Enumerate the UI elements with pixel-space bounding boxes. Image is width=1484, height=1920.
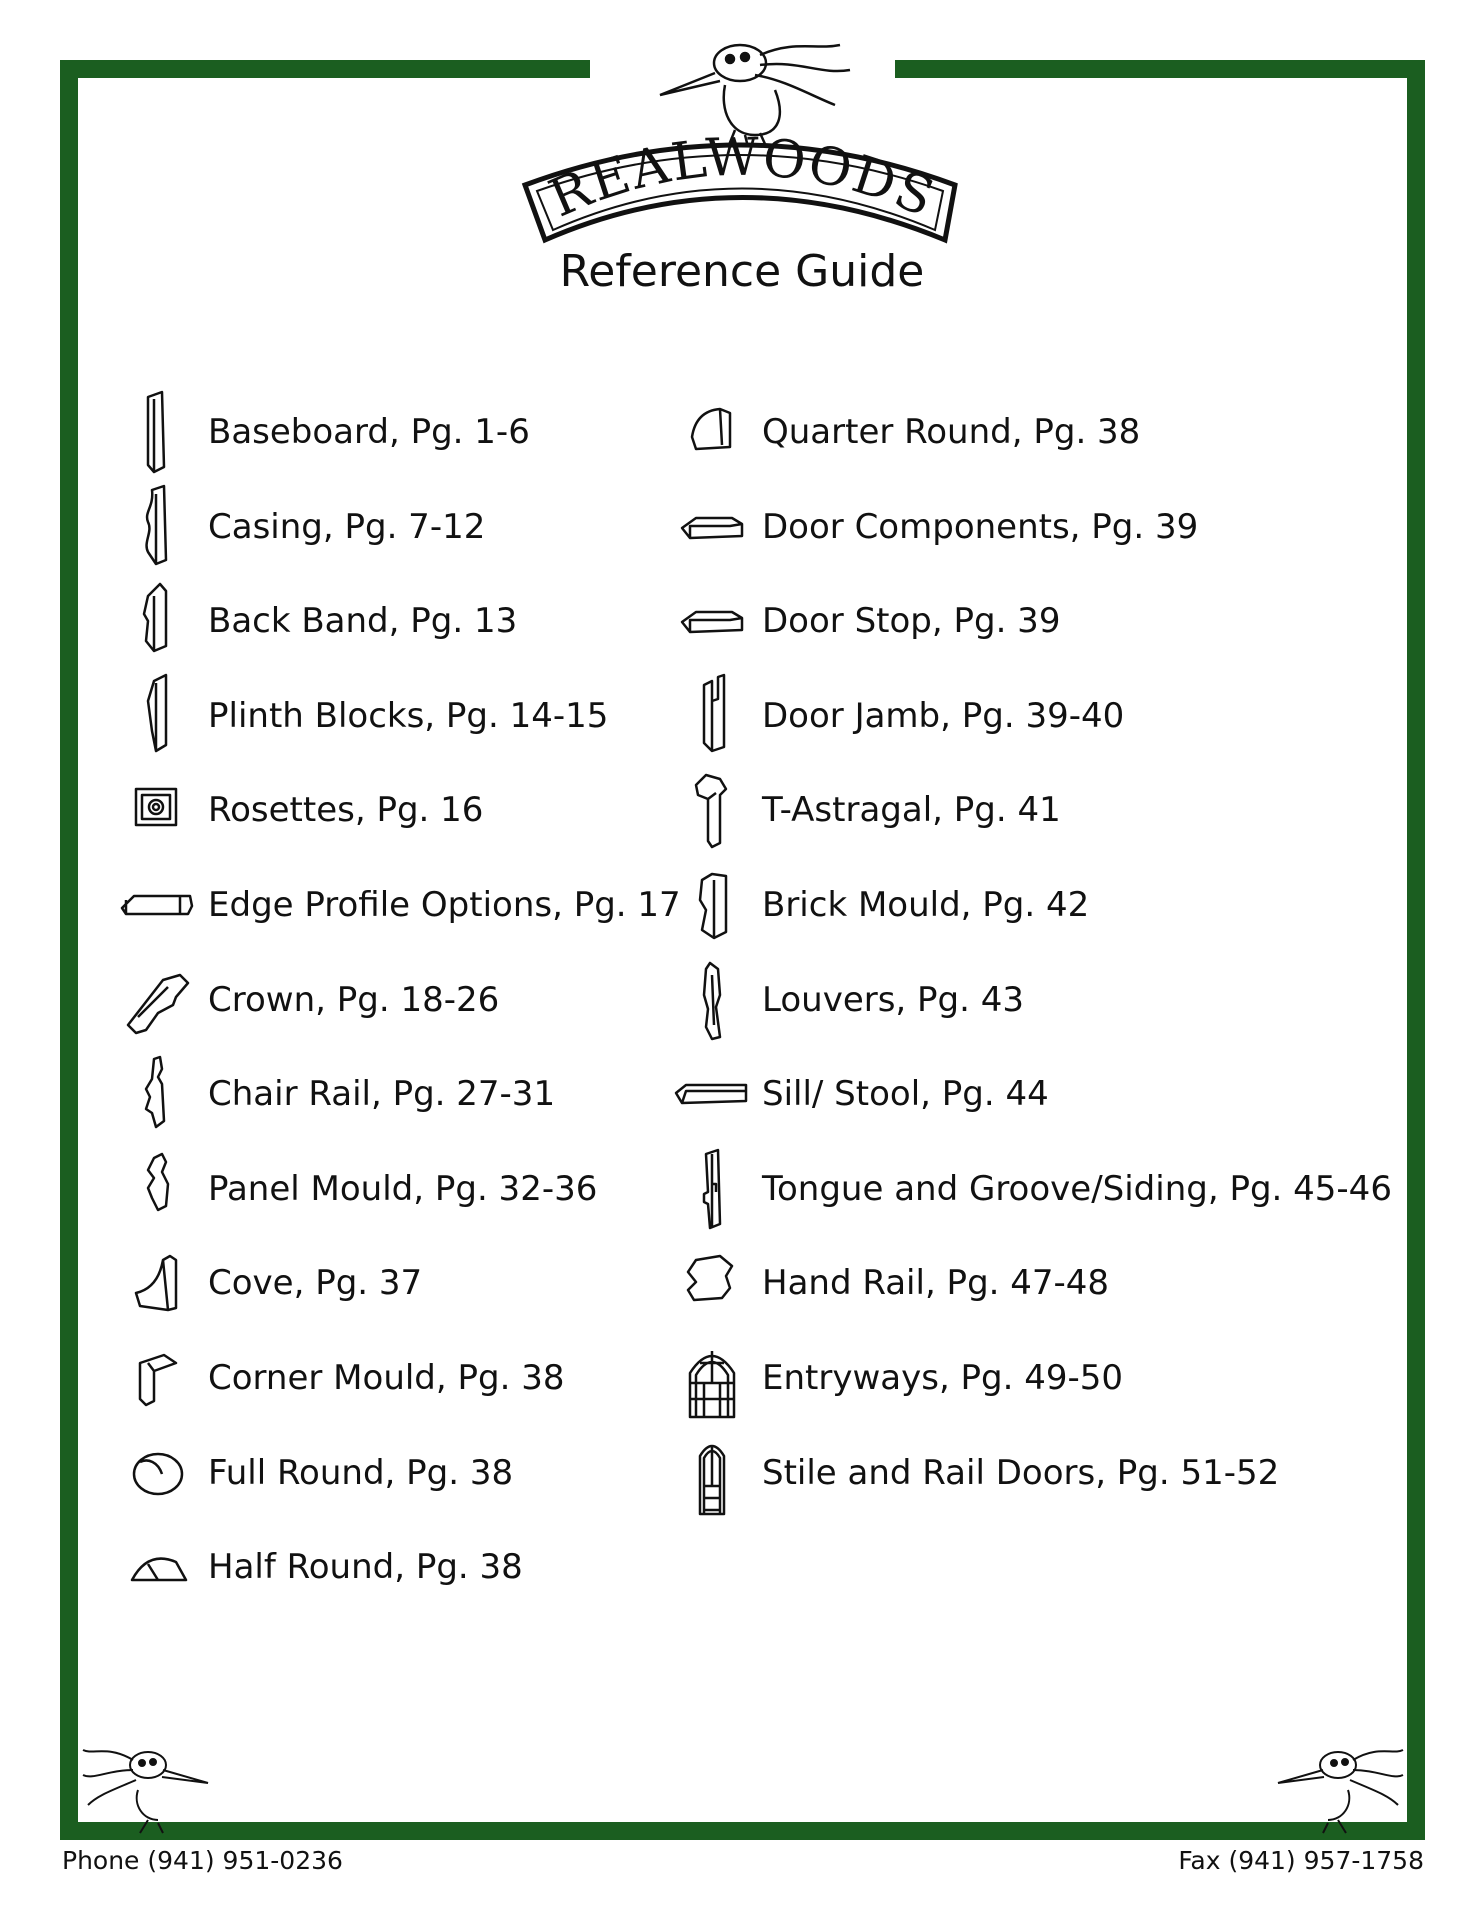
right-item-label: Sill/ Stool, Pg. 44 bbox=[762, 1074, 1049, 1115]
door-stop-icon bbox=[672, 576, 752, 666]
right-item-label: Hand Rail, Pg. 47-48 bbox=[762, 1263, 1110, 1304]
right-item bbox=[672, 1238, 1109, 1328]
right-item bbox=[672, 1049, 1049, 1139]
left-item-label: Half Round, Pg. 38 bbox=[208, 1547, 523, 1588]
right-item bbox=[672, 1333, 1123, 1423]
right-item bbox=[672, 955, 1024, 1045]
fax-number: Fax (941) 957-1758 bbox=[1178, 1846, 1424, 1875]
left-item-label: Back Band, Pg. 13 bbox=[208, 601, 518, 642]
right-item bbox=[672, 387, 1140, 477]
right-item-label: Door Components, Pg. 39 bbox=[762, 506, 1199, 547]
frame-bottom bbox=[60, 1822, 1425, 1840]
left-item bbox=[118, 1238, 422, 1328]
tongue-groove-icon bbox=[672, 1144, 752, 1234]
entryway-icon bbox=[672, 1333, 752, 1423]
left-item-label: Panel Mould, Pg. 32-36 bbox=[208, 1168, 598, 1209]
left-item bbox=[118, 1144, 597, 1234]
crown-icon bbox=[118, 955, 198, 1045]
right-item bbox=[672, 1428, 1279, 1518]
left-item-label: Corner Mould, Pg. 38 bbox=[208, 1358, 565, 1398]
right-item bbox=[672, 765, 1061, 855]
right-item-label: Entryways, Pg. 49-50 bbox=[762, 1358, 1124, 1398]
right-item bbox=[672, 576, 1060, 666]
left-item-label: Casing, Pg. 7-12 bbox=[208, 506, 486, 547]
left-item bbox=[118, 765, 483, 855]
t-astragal-icon bbox=[672, 765, 752, 855]
left-item bbox=[118, 1428, 513, 1518]
right-item-label: Door Jamb, Pg. 39-40 bbox=[762, 695, 1125, 736]
right-item-label: Stile and Rail Doors, Pg. 51-52 bbox=[762, 1452, 1280, 1493]
brick-mould-icon bbox=[672, 860, 752, 950]
casing-icon bbox=[118, 482, 198, 572]
left-item bbox=[118, 1522, 523, 1612]
right-item-label: Tongue and Groove/Siding, Pg. 45-46 bbox=[762, 1168, 1392, 1209]
back-band-icon bbox=[118, 576, 198, 666]
left-item bbox=[118, 1049, 555, 1139]
left-item bbox=[118, 955, 499, 1045]
right-item bbox=[672, 1144, 1392, 1234]
left-item-label: Chair Rail, Pg. 27-31 bbox=[208, 1074, 556, 1115]
sill-stool-icon bbox=[672, 1049, 752, 1139]
frame-left bbox=[60, 60, 78, 1840]
left-item-label: Baseboard, Pg. 1-6 bbox=[208, 412, 530, 452]
left-item-label: Plinth Blocks, Pg. 14-15 bbox=[208, 695, 609, 736]
frame-right bbox=[1407, 60, 1425, 1840]
door-components-icon bbox=[672, 482, 752, 572]
left-item bbox=[118, 387, 530, 477]
panel-mould-icon bbox=[118, 1144, 198, 1234]
stile-rail-door-icon bbox=[672, 1428, 752, 1518]
cove-icon bbox=[118, 1238, 198, 1328]
corner-bird-left-icon bbox=[78, 1735, 218, 1835]
phone-number: Phone (941) 951-0236 bbox=[62, 1846, 343, 1875]
left-item bbox=[118, 860, 681, 950]
quarter-round-icon bbox=[672, 387, 752, 477]
left-item bbox=[118, 1333, 564, 1423]
chair-rail-icon bbox=[118, 1049, 198, 1139]
right-item-label: Louvers, Pg. 43 bbox=[762, 979, 1025, 1020]
plinth-block-icon bbox=[118, 671, 198, 761]
svg-text:REALWOODS: REALWOODS bbox=[541, 127, 944, 230]
edge-profile-icon bbox=[118, 860, 198, 950]
corner-bird-right-icon bbox=[1268, 1735, 1408, 1835]
right-item-label: Quarter Round, Pg. 38 bbox=[762, 412, 1141, 452]
corner-mould-icon bbox=[118, 1333, 198, 1423]
louvers-icon bbox=[672, 955, 752, 1045]
realwoods-logo bbox=[515, 35, 965, 250]
page-title: Reference Guide bbox=[559, 246, 925, 297]
left-item-label: Edge Profile Options, Pg. 17 bbox=[208, 885, 681, 925]
left-item-label: Full Round, Pg. 38 bbox=[208, 1452, 514, 1493]
door-jamb-icon bbox=[672, 671, 752, 761]
left-item bbox=[118, 576, 517, 666]
right-item-label: T-Astragal, Pg. 41 bbox=[762, 790, 1061, 831]
right-item-label: Brick Mould, Pg. 42 bbox=[762, 885, 1090, 925]
left-item-label: Crown, Pg. 18-26 bbox=[208, 979, 500, 1020]
right-item bbox=[672, 671, 1124, 761]
right-item bbox=[672, 482, 1198, 572]
right-item-label: Door Stop, Pg. 39 bbox=[762, 601, 1061, 642]
hand-rail-icon bbox=[672, 1238, 752, 1328]
baseboard-icon bbox=[118, 387, 198, 477]
full-round-icon bbox=[118, 1428, 198, 1518]
left-item bbox=[118, 671, 608, 761]
frame-top-left bbox=[60, 60, 590, 78]
frame-top-right bbox=[895, 60, 1425, 78]
right-item bbox=[672, 860, 1089, 950]
left-item-label: Rosettes, Pg. 16 bbox=[208, 790, 484, 831]
half-round-icon bbox=[118, 1522, 198, 1612]
left-item-label: Cove, Pg. 37 bbox=[208, 1263, 423, 1304]
rosette-icon bbox=[118, 765, 198, 855]
left-item bbox=[118, 482, 485, 572]
